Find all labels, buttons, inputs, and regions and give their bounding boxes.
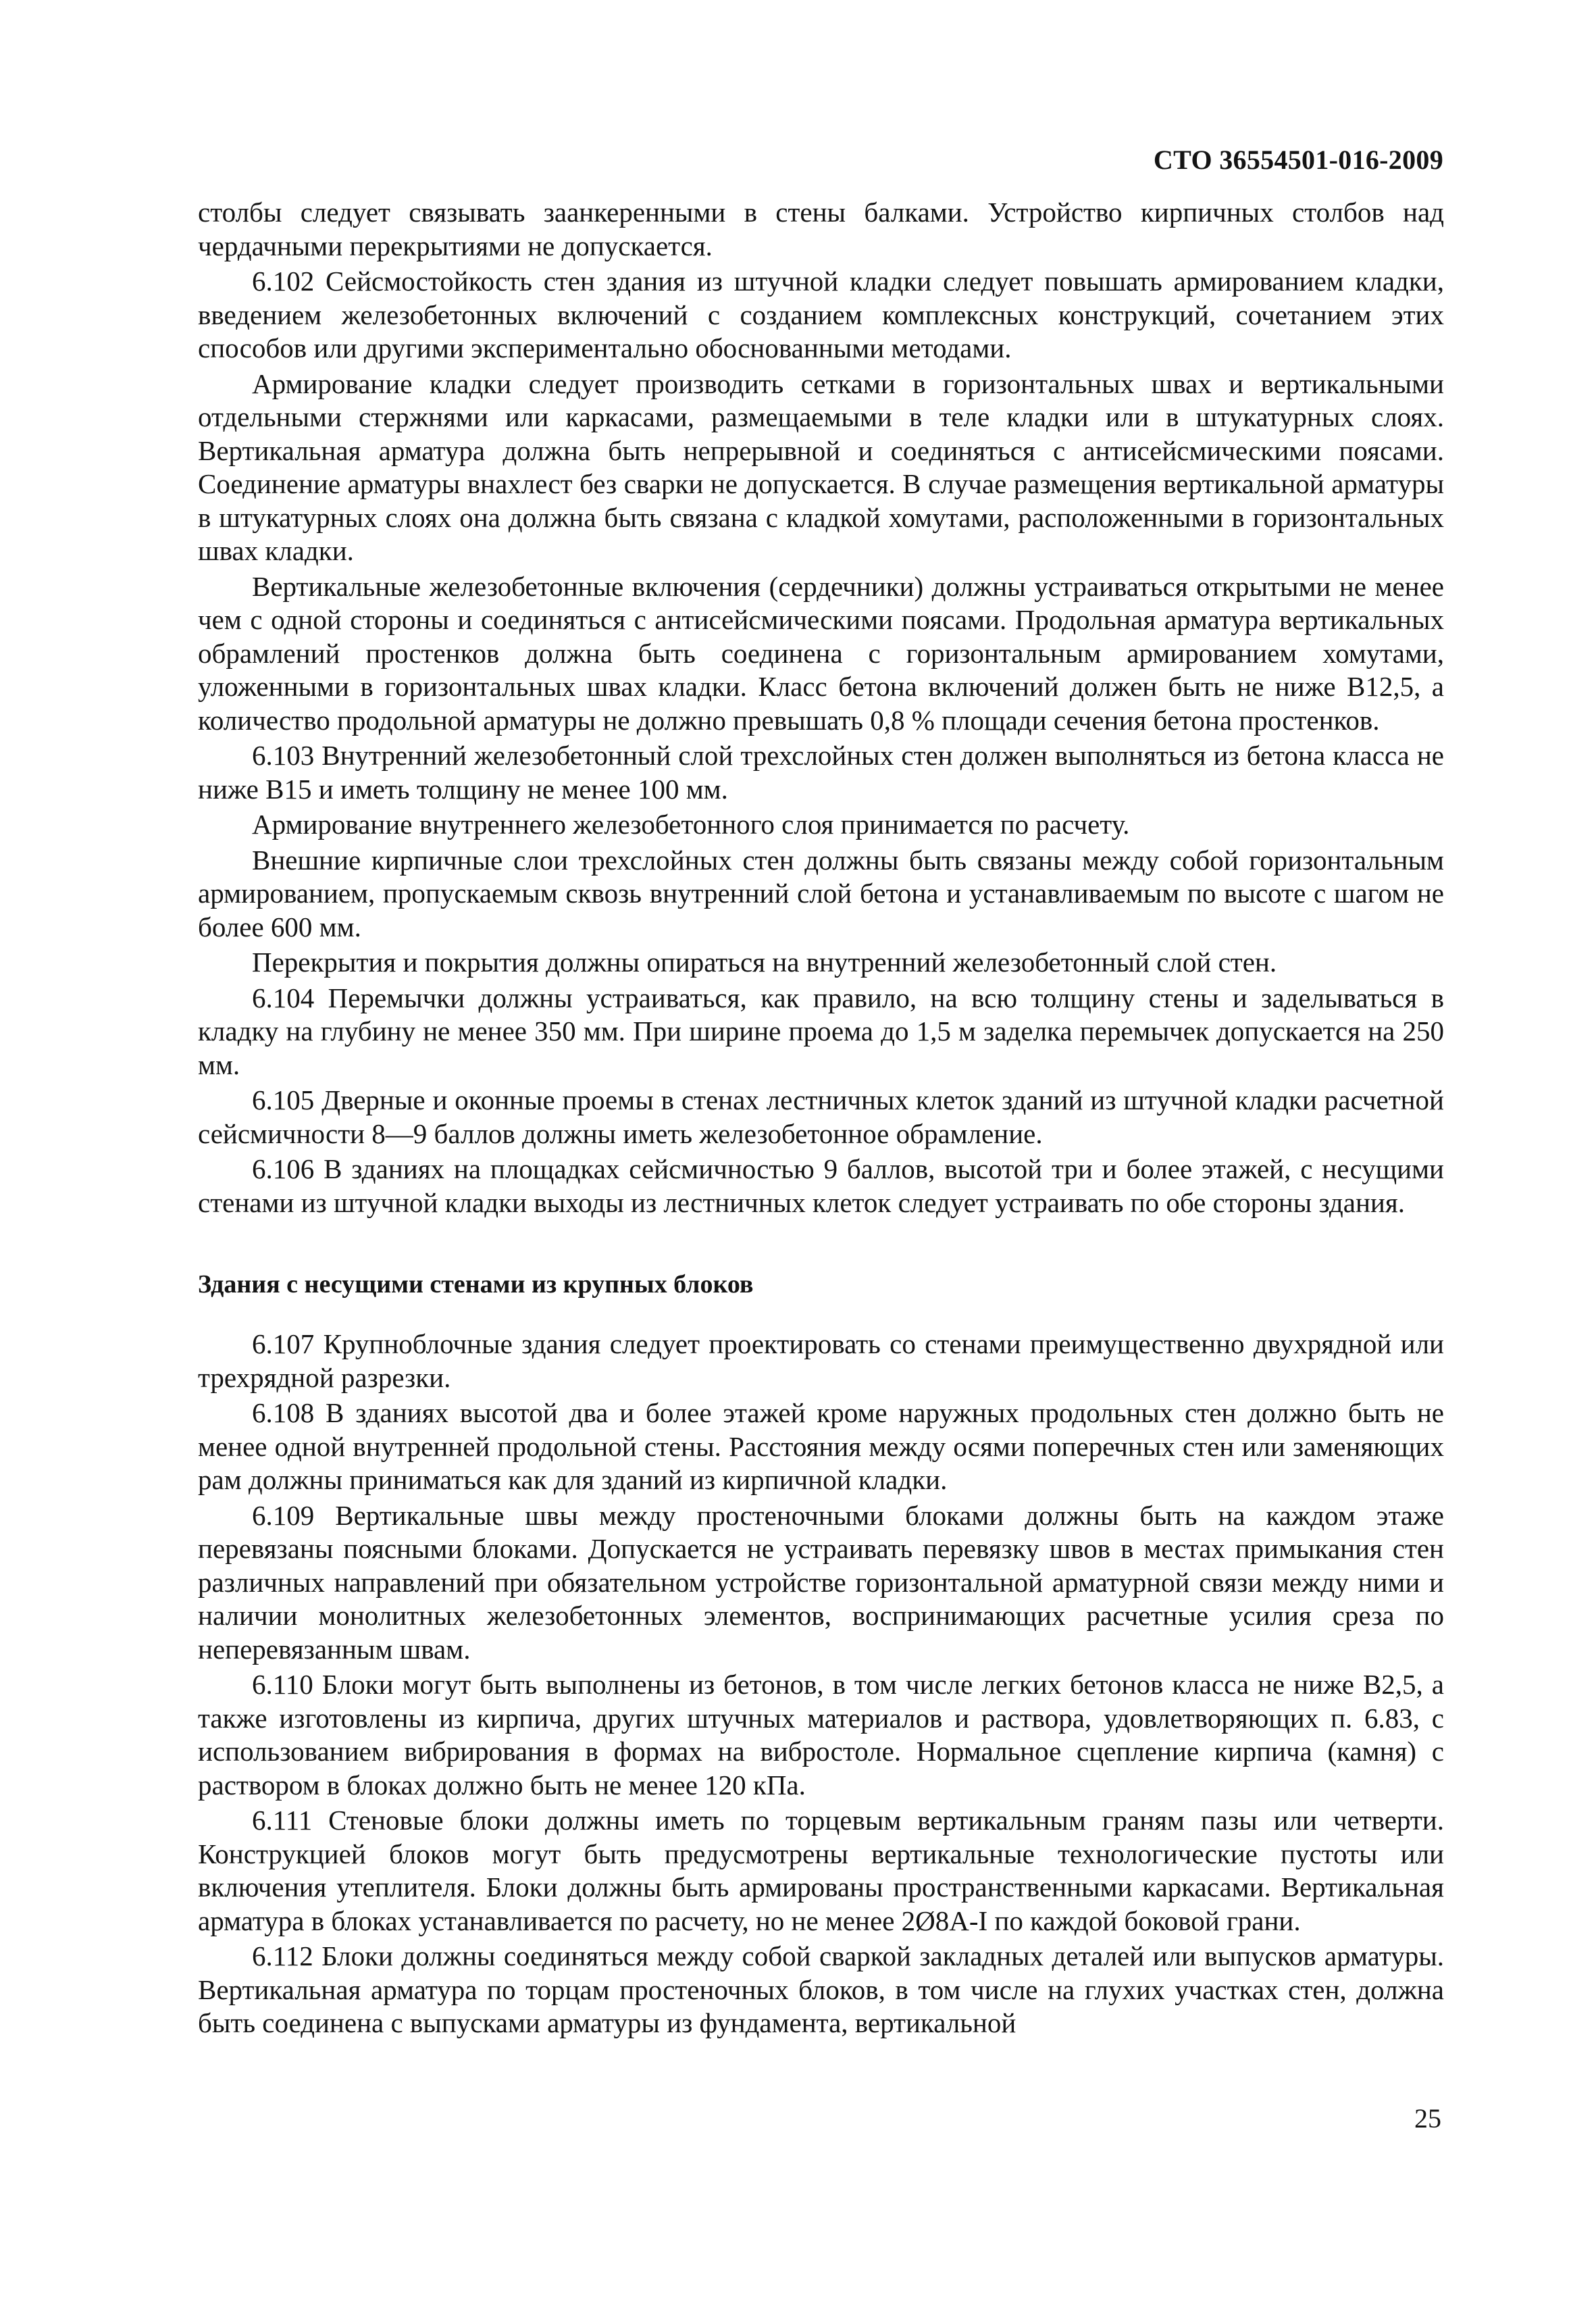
paragraph: 6.107 Крупноблочные здания следует проектировать со стенами преимущественно двухрядной или трехрядной разрезки. <box>198 1328 1444 1393</box>
section-heading: Здания с несущими стенами из крупных блоков <box>198 1270 754 1299</box>
paragraph: Перекрытия и покрытия должны опираться на внутренний железобетонный слой стен. <box>252 947 1277 978</box>
document-code: СТО 36554501-016-2009 <box>1153 145 1443 175</box>
paragraph: 6.110 Блоки могут быть выполнены из бетонов, в том числе легких бетонов класса не ниже В2,5, а также изготовлены из кирпича, других штучных материалов и раствора, удовлетворяющих п. 6.83, с использованием вибрирования в формах на вибростоле. Нормальное сцепление кирпича (камня) с раствором в блоках должно быть не менее 120 кПа. <box>198 1669 1444 1801</box>
paragraph: Вертикальные железобетонные включения (сердечники) должны устраиваться открытыми не менее чем с одной стороны и соединяться с антисейсмическими поясами. Продольная арматура вертикальных обрамлений простенков должна быть соединена с горизонтальным армированием хомутами, уложенными в горизонтальных швах кладки. Класс бетона включений должен быть не ниже В12,5, а количество продольной арматуры не должно превышать 0,8 % площади сечения бетона простенков. <box>198 570 1444 736</box>
paragraph: 6.108 В зданиях высотой два и более этажей кроме наружных продольных стен должно быть не менее одной внутренней продольной стены. Расстояния между осями поперечных стен или заменяющих рам должны приниматься как для зданий из кирпичной кладки. <box>198 1397 1444 1495</box>
paragraph: 6.112 Блоки должны соединяться между собой сваркой закладных деталей или выпусков арматуры. Вертикальная арматура по торцам простеночных блоков, в том числе на глухих участках стен, должна быть соединена с выпусками арматуры из фундамента, вертикальной <box>198 1940 1444 2038</box>
paragraph: 6.106 В зданиях на площадках сейсмичностью 9 баллов, высотой три и более этажей, с несущими стенами из штучной кладки выходы из лестничных клеток следует устраивать по обе стороны здания. <box>198 1153 1444 1218</box>
paragraph: столбы следует связывать заанкеренными в стены балками. Устройство кирпичных столбов над чердачными перекрытиями не допускается. <box>198 197 1444 261</box>
page-number: 25 <box>1414 2103 1441 2134</box>
paragraph: 6.105 Дверные и оконные проемы в стенах лестничных клеток зданий из штучной кладки расчетной сейсмичности 8—9 баллов должны иметь железобетонное обрамление. <box>198 1084 1444 1149</box>
paragraph: Армирование внутреннего железобетонного слоя принимается по расчету. <box>252 809 1130 840</box>
paragraph: 6.103 Внутренний железобетонный слой трехслойных стен должен выполняться из бетона класса не ниже В15 и иметь толщину не менее 100 мм. <box>198 740 1444 805</box>
paragraph: Армирование кладки следует производить сетками в горизонтальных швах и вертикальными отдельными стержнями или каркасами, размещаемыми в теле кладки или в штукатурных слоях. Вертикальная арматура должна быть непрерывной и соединяться с антисейсмическими поясами. Соединение арматуры внахлест без сварки не допускается. В случае размещения вертикальной арматуры в штукатурных слоях она должна быть связана с кладкой хомутами, расположенными в горизонтальных швах кладки. <box>198 368 1444 566</box>
paragraph: 6.102 Сейсмостойкость стен здания из штучной кладки следует повышать армированием кладки, введением железобетонных включений с созданием комплексных конструкций, сочетанием этих способов или другими экспериментально обоснованными методами. <box>198 266 1444 363</box>
paragraph: 6.111 Стеновые блоки должны иметь по торцевым вертикальным граням пазы или четверти. Конструкцией блоков могут быть предусмотрены вертикальные технологические пустоты или включения утеплителя. Блоки должны быть армированы пространственными каркасами. Вертикальная арматура в блоках устанавливается по расчету, но не менее 2Ø8А-I по каждой боковой грани. <box>198 1805 1444 1936</box>
document-body <box>198 196 1444 2042</box>
paragraph: 6.109 Вертикальные швы между простеночными блоками должны быть на каждом этаже перевязаны поясными блоками. Допускается не устраивать перевязку швов в местах примыкания стен различных направлений при обязательном устройстве горизонтальной арматурной связи между ними и наличии монолитных железобетонных элементов, воспринимающих расчетные усилия среза по неперевязанным швам. <box>198 1499 1444 1665</box>
paragraph: 6.104 Перемычки должны устраиваться, как правило, на всю толщину стены и заделываться в кладку на глубину не менее 350 мм. При ширине проема до 1,5 м заделка перемычек допускается на 250 мм. <box>198 982 1444 1080</box>
paragraph: Внешние кирпичные слои трехслойных стен должны быть связаны между собой горизонтальным армированием, пропускаемым сквозь внутренний слой бетона и устанавливаемым по высоте с шагом не более 600 мм. <box>198 844 1444 942</box>
